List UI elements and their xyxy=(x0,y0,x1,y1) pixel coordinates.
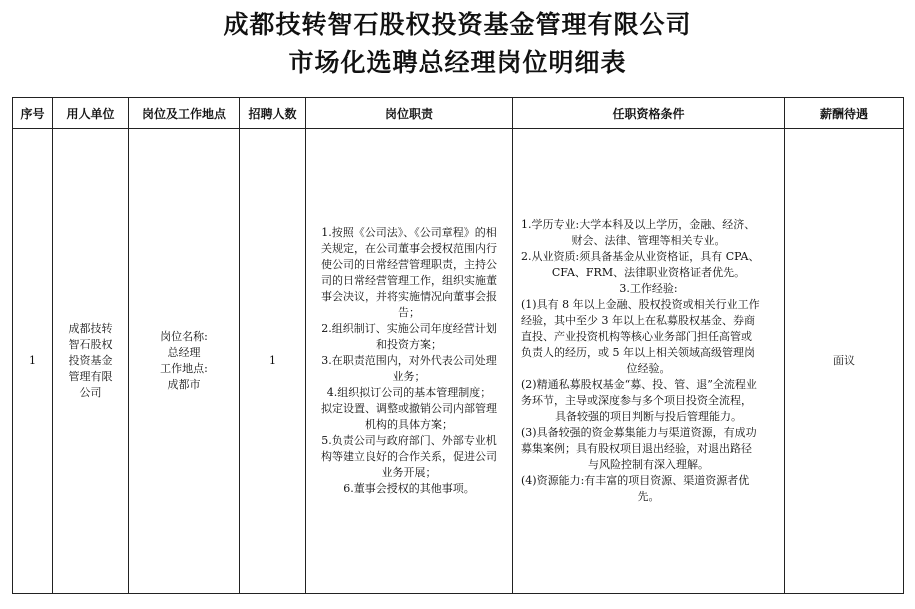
post-line: 总经理 xyxy=(167,346,201,359)
unit-line: 公司 xyxy=(79,386,102,399)
qual-line: 募集案例；具有股权项目退出经验，对退出路径 xyxy=(521,442,752,455)
qual-line: 2.从业资质:须具备基金从业资格证，具有 CPA、 xyxy=(521,250,760,263)
qual-line: (2)精通私募股权基金“募、投、管、退”全流程业 xyxy=(521,378,757,391)
cell-salary: 面议 xyxy=(785,129,904,594)
duty-line: 3.在职责范围内，对外代表公司处理 xyxy=(321,354,497,367)
qual-line: 与风险控制有深入理解。 xyxy=(588,458,709,471)
header-post: 岗位及工作地点 xyxy=(129,98,240,129)
header-duties: 岗位职责 xyxy=(306,98,513,129)
cell-seq: 1 xyxy=(13,129,53,594)
duty-line: 机构的具体方案； xyxy=(365,418,453,431)
qual-line: 财会、法律、管理等相关专业。 xyxy=(571,234,726,247)
duty-line: 司的日常经营管理工作，组织实施董 xyxy=(321,274,497,287)
qual-line: CFA、FRM、法律职业资格证者优先。 xyxy=(551,266,746,279)
cell-qualifications xyxy=(513,129,785,594)
duty-line: 2.组织制订、实施公司年度经营计划 xyxy=(321,322,497,335)
cell-post xyxy=(129,129,240,594)
qual-line: (1)具有 8 年以上金融、股权投资或相关行业工作 xyxy=(521,298,760,311)
duty-line: 6.董事会授权的其他事项。 xyxy=(343,482,475,495)
cell-unit xyxy=(53,129,129,594)
unit-line: 投资基金 xyxy=(68,354,113,367)
duty-line: 4.组织拟订公司的基本管理制度； xyxy=(326,386,492,399)
duty-line: 和投资方案； xyxy=(376,338,442,351)
duty-line: 拟定设置、调整或撤销公司内部管理 xyxy=(321,402,497,415)
post-line: 岗位名称: xyxy=(160,330,208,343)
qual-line: 3.工作经验: xyxy=(619,282,678,295)
table-header-row xyxy=(13,98,904,129)
duty-line: 告； xyxy=(398,306,420,319)
duty-line: 事会决议，并将实施情况向董事会报 xyxy=(321,290,497,303)
qual-line: 务环节，主导或深度参与多个项目投资全流程， xyxy=(521,394,752,407)
document-title xyxy=(0,6,915,82)
duty-line: 业务； xyxy=(392,370,426,383)
qual-line: 负责人的经历，或 5 年以上相关领域高级管理岗 xyxy=(521,346,755,359)
duty-line: 使公司的日常经营管理职责，主持公 xyxy=(321,258,497,271)
unit-line: 成都技转 xyxy=(68,322,113,335)
duty-line: 1.按照《公司法》、《公司章程》的相 xyxy=(321,226,497,239)
qual-line: 先。 xyxy=(637,490,660,503)
job-details-table xyxy=(12,97,904,594)
header-seq: 序号 xyxy=(13,98,53,129)
post-line: 工作地点: xyxy=(160,362,208,375)
duty-line: 关规定，在公司董事会授权范围内行 xyxy=(321,242,497,255)
qual-line: 位经验。 xyxy=(626,362,671,375)
qual-line: 经验，其中至少 3 年以上在私募股权基金、券商 xyxy=(521,314,755,327)
header-quals: 任职资格条件 xyxy=(513,98,785,129)
qual-line: (3)具备较强的资金募集能力与渠道资源，有成功 xyxy=(521,426,757,439)
header-count: 招聘人数 xyxy=(240,98,306,129)
qual-line: 具备较强的项目判断与投后管理能力。 xyxy=(555,410,742,423)
unit-line: 智石股权 xyxy=(68,338,113,351)
duty-line: 业务开展； xyxy=(381,466,437,479)
table-row xyxy=(13,129,904,594)
qual-line: 直投、产业投资机构等核心业务部门担任高管或 xyxy=(521,330,752,343)
cell-count: 1 xyxy=(240,129,306,594)
title-line-1: 成都技转智石股权投资基金管理有限公司 xyxy=(223,10,692,39)
qual-line: 1.学历专业:大学本科及以上学历，金融、经济、 xyxy=(521,218,756,231)
cell-duties xyxy=(306,129,513,594)
post-line: 成都市 xyxy=(167,378,201,391)
duty-line: 构等建立良好的合作关系，促进公司 xyxy=(321,450,497,463)
qual-line: (4)资源能力:有丰富的项目资源、渠道资源者优 xyxy=(521,474,750,487)
header-salary: 薪酬待遇 xyxy=(785,98,904,129)
unit-line: 管理有限 xyxy=(68,370,113,383)
title-line-2: 市场化选聘总经理岗位明细表 xyxy=(288,48,627,77)
header-unit: 用人单位 xyxy=(53,98,129,129)
duty-line: 5.负责公司与政府部门、外部专业机 xyxy=(321,434,497,447)
